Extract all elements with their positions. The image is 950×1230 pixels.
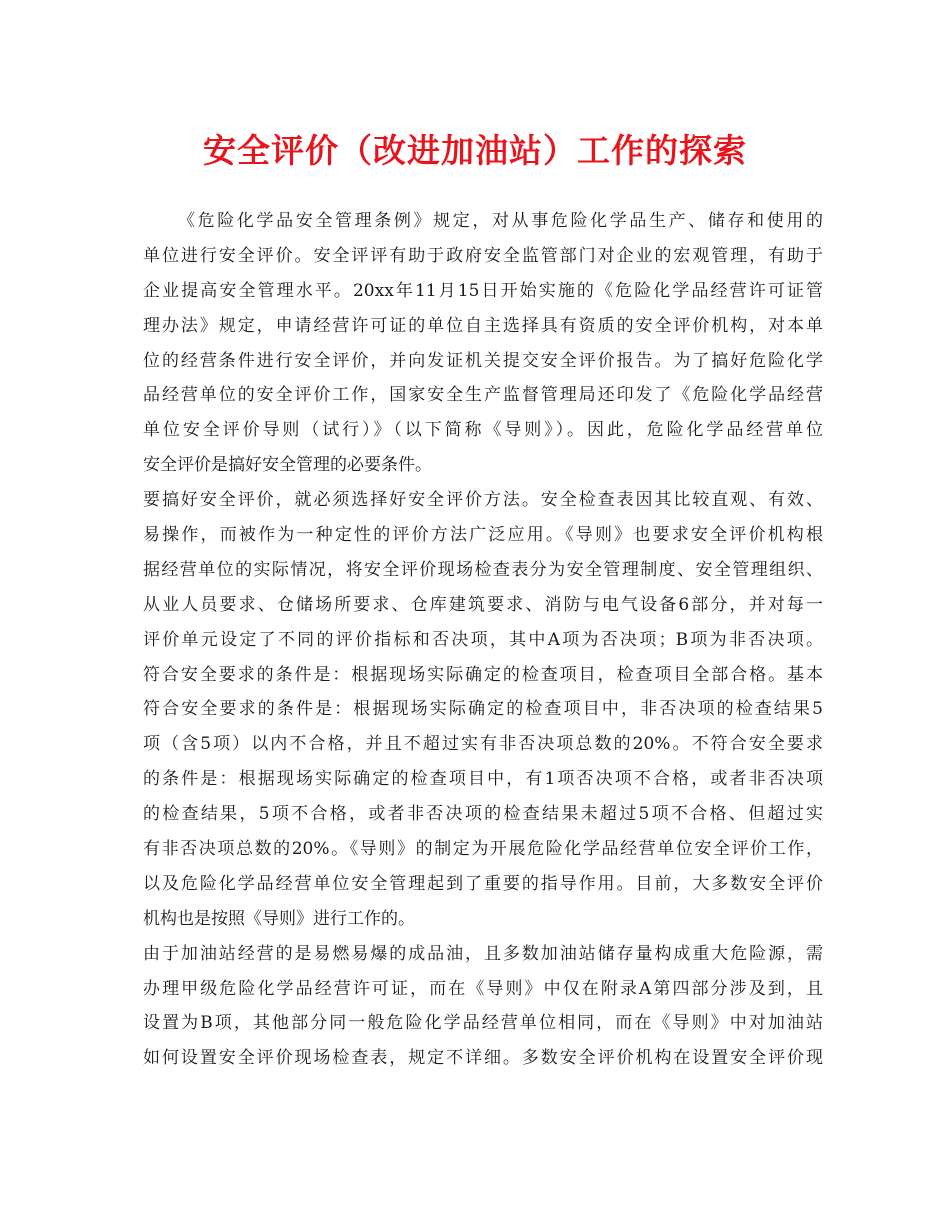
text-line: 符合安全要求的条件是：根据现场实际确定的检查项目中，非否决项的检查结果5 bbox=[143, 699, 823, 720]
text-line: 如何设置安全评价现场检查表，规定不详细。多数安全评价机构在设置安全评价现 bbox=[143, 1048, 823, 1069]
text-line: 易操作，而被作为一种定性的评价方法广泛应用。《导则》也要求安全评价机构根 bbox=[143, 525, 823, 546]
text-line: 符合安全要求的条件是：根据现场实际确定的检查项目，检查项目全部合格。基本 bbox=[143, 664, 823, 685]
document-body bbox=[143, 204, 823, 1076]
document-title: 安全评价（改进加油站）工作的探索 bbox=[203, 131, 747, 170]
text-line: 的条件是：根据现场实际确定的检查项目中，有1项否决项不合格，或者非否决项 bbox=[143, 769, 823, 790]
text-line: 设置为B项，其他部分同一般危险化学品经营单位相同，而在《导则》中对加油站 bbox=[143, 1013, 823, 1034]
text-line: 评价单元设定了不同的评价指标和否决项，其中A项为否决项；B项为非否决项。 bbox=[143, 629, 823, 650]
text-line: 以及危险化学品经营单位安全管理起到了重要的指导作用。目前，大多数安全评价 bbox=[143, 873, 823, 894]
text-line: 由于加油站经营的是易燃易爆的成品油，且多数加油站储存量构成重大危险源，需 bbox=[143, 943, 823, 964]
text-line: 位的经营条件进行安全评价，并向发证机关提交安全评价报告。为了搞好危险化学 bbox=[143, 350, 823, 371]
text-line: 企业提高安全管理水平。20xx年11月15日开始实施的《危险化学品经营许可证管 bbox=[143, 280, 823, 301]
text-line: 品经营单位的安全评价工作，国家安全生产监督管理局还印发了《危险化学品经营 bbox=[143, 385, 823, 406]
text-line: 单位安全评价导则（试行）》（以下简称《导则》）。因此，危险化学品经营单位 bbox=[143, 420, 823, 441]
text-line: 机构也是按照《导则》进行工作的。 bbox=[143, 908, 415, 929]
text-line: 安全评价是搞好安全管理的必要条件。 bbox=[143, 455, 432, 476]
text-line: 办理甲级危险化学品经营许可证，而在《导则》中仅在附录A第四部分涉及到，且 bbox=[143, 978, 823, 999]
text-line: 要搞好安全评价，就必须选择好安全评价方法。安全检查表因其比较直观、有效、 bbox=[143, 490, 823, 511]
text-line: 单位进行安全评价。安全评评有助于政府安全监管部门对企业的宏观管理，有助于 bbox=[143, 245, 823, 266]
text-line: 从业人员要求、仓储场所要求、仓库建筑要求、消防与电气设备6部分，并对每一 bbox=[143, 594, 823, 615]
text-line: 有非否决项总数的20%。《导则》的制定为开展危险化学品经营单位安全评价工作， bbox=[143, 839, 823, 860]
text-line: 据经营单位的实际情况，将安全评价现场检查表分为安全管理制度、安全管理组织、 bbox=[143, 559, 823, 580]
text-line: 的检查结果，5项不合格，或者非否决项的检查结果未超过5项不合格、但超过实 bbox=[143, 804, 823, 825]
text-line: 项（含5项）以内不合格，并且不超过实有非否决项总数的20%。不符合安全要求 bbox=[143, 734, 823, 755]
text-line: 《危险化学品安全管理条例》规定，对从事危险化学品生产、储存和使用的 bbox=[178, 211, 823, 231]
text-line: 理办法》规定，申请经营许可证的单位自主选择具有资质的安全评价机构，对本单 bbox=[143, 315, 823, 336]
